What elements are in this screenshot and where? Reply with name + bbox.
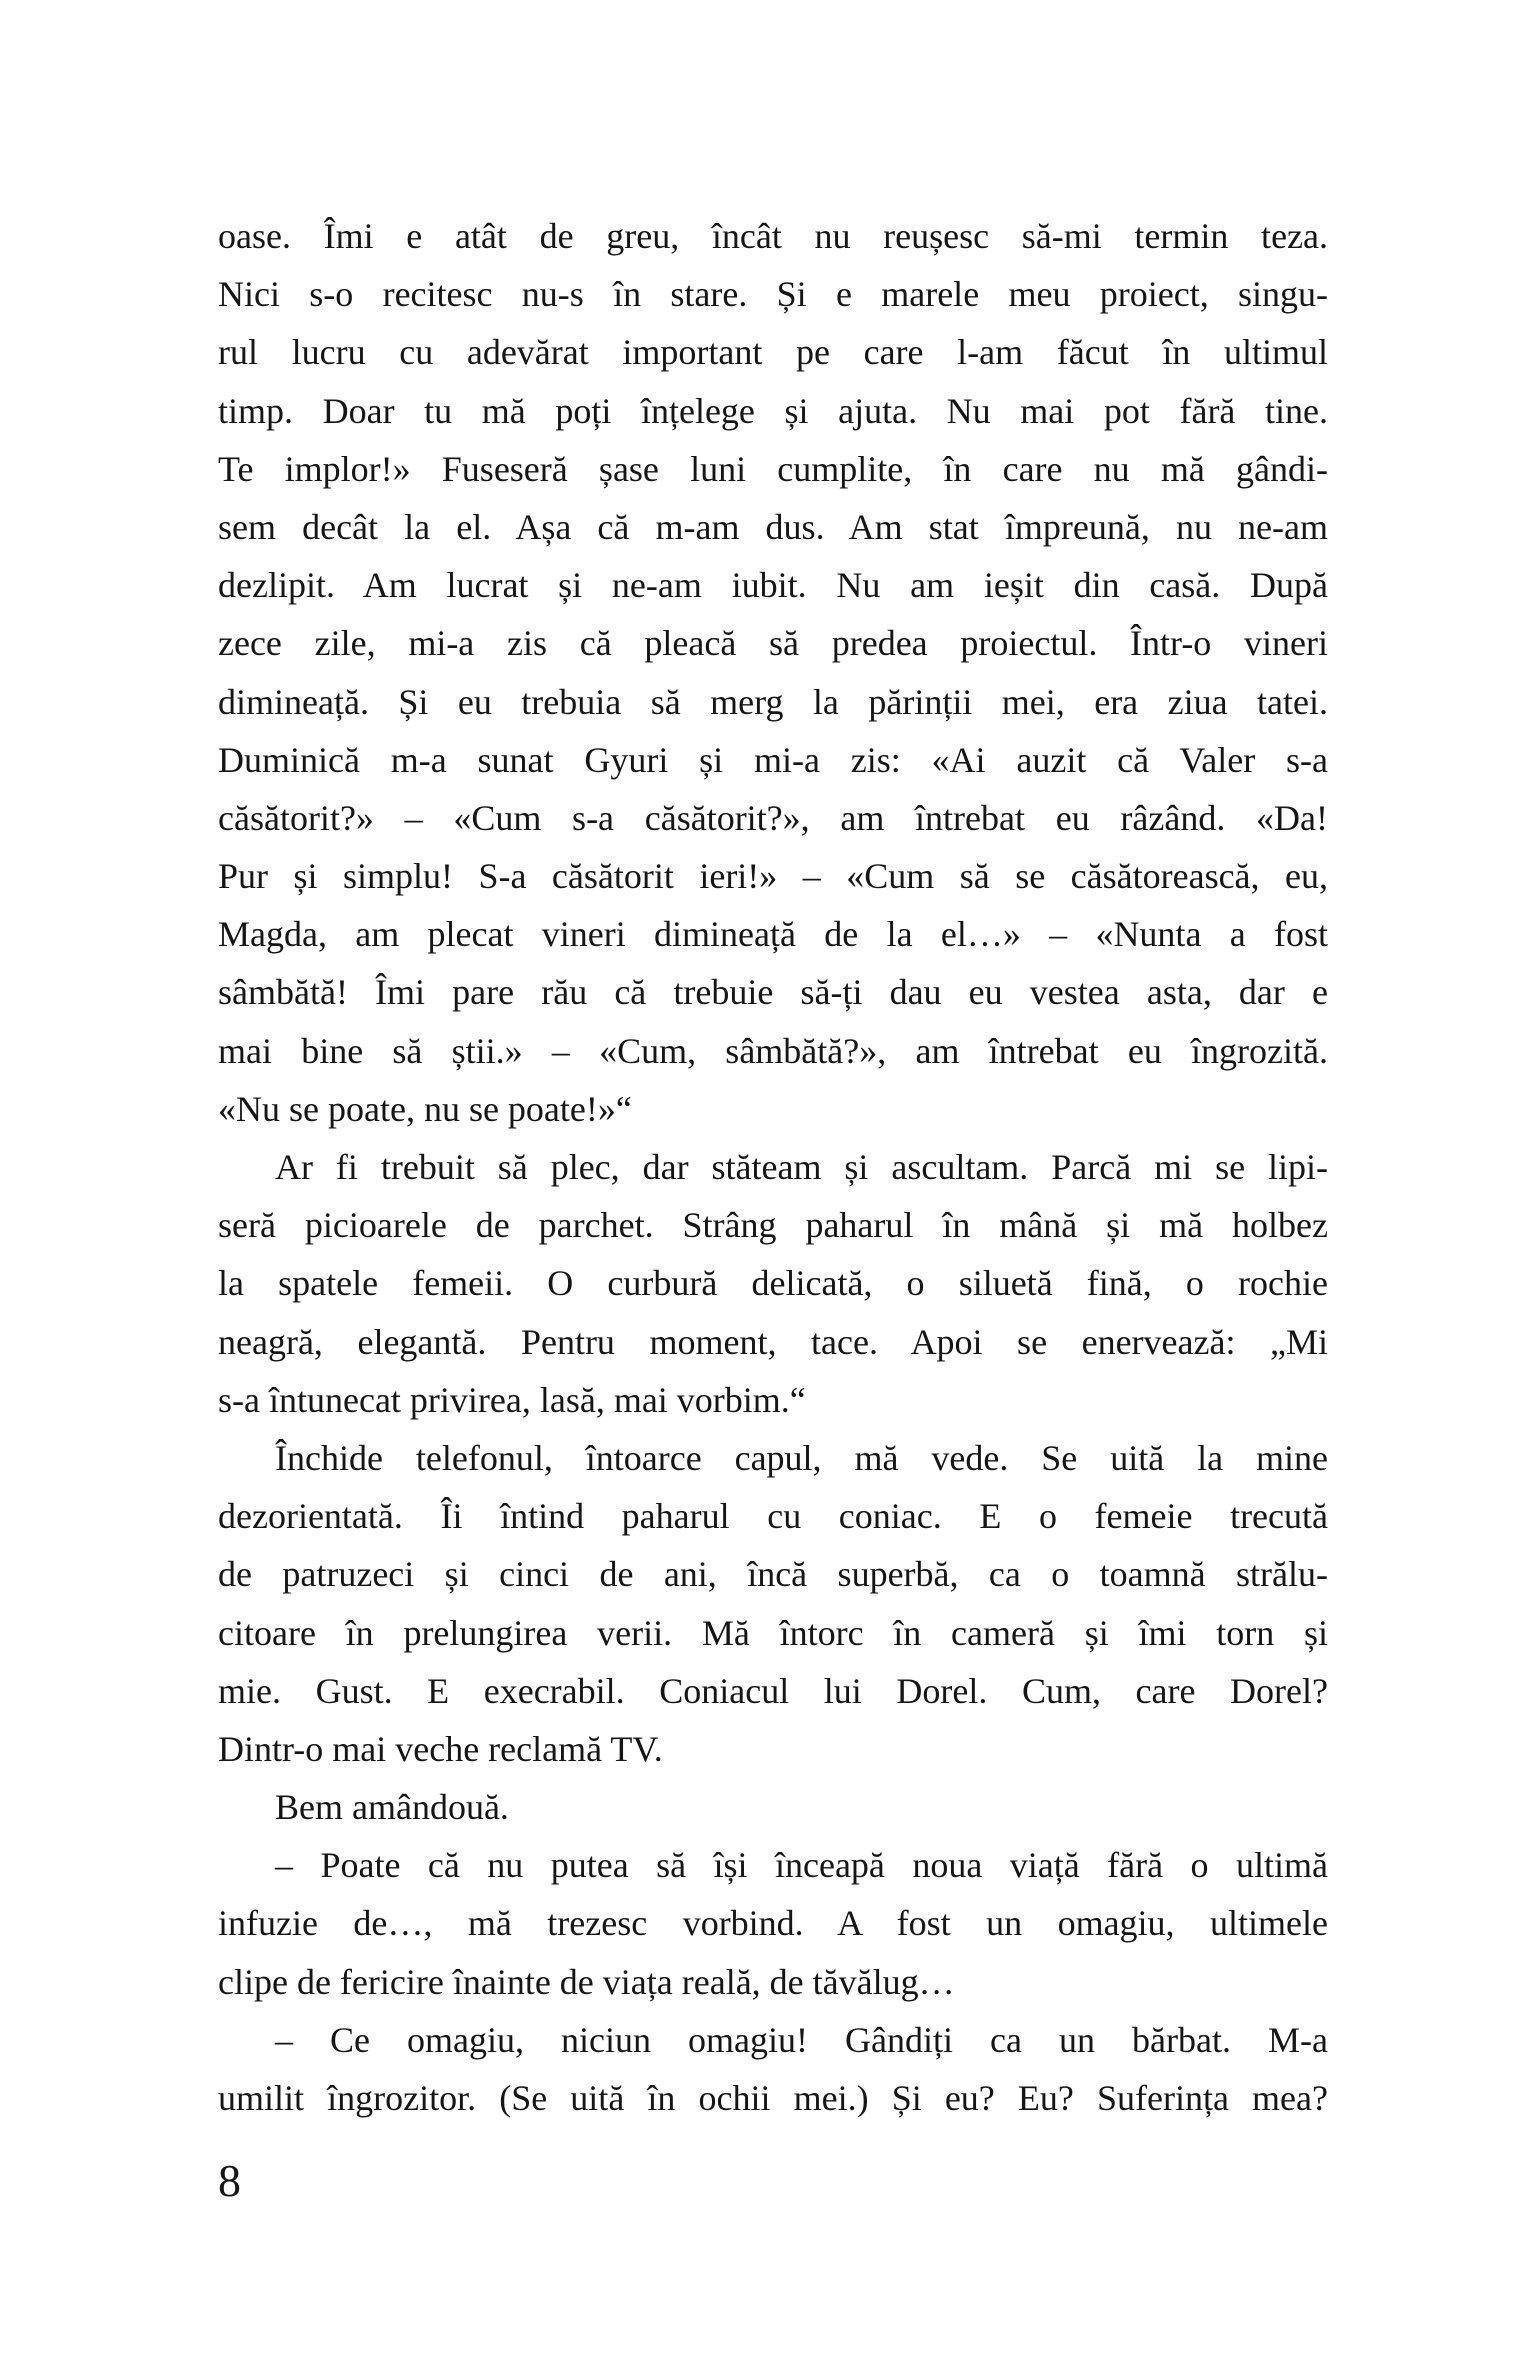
text-line: umilit îngrozitor. (Se uită în ochii mei.) Și eu? Eu? Suferința mea? (218, 2078, 1328, 2118)
text-line: clipe de fericire înainte de viața reală, de tăvălug… (218, 1961, 955, 2002)
text-line: Pur și simplu! S-a căsătorit ieri!» – «Cum să se căsătorească, eu, (218, 856, 1328, 897)
text-line: Magda, am plecat vineri dimineață de la el…» – «Nunta a fost (218, 914, 1328, 955)
page-text (218, 207, 1328, 2127)
text-line: – Poate că nu putea să își înceapă noua viață fără o ultimă (275, 1845, 1328, 1886)
text-line: rul lucru cu adevărat important pe care l-am făcut în ultimul (218, 332, 1328, 373)
text-line: citoare în prelungirea verii. Mă întorc în cameră și îmi torn și (218, 1612, 1328, 1653)
text-line: sem decât la el. Așa că m-am dus. Am stat împreună, nu ne-am (218, 506, 1328, 547)
text-line: de patruzeci și cinci de ani, încă superbă, ca o toamnă strălu- (218, 1554, 1328, 1595)
text-line: «Nu se poate, nu se poate!»“ (218, 1088, 632, 1129)
page-number: 8 (218, 2155, 241, 2206)
text-line: sâmbătă! Îmi pare rău că trebuie să-ți dau eu vestea asta, dar e (218, 972, 1328, 1013)
text-line: Duminică m-a sunat Gyuri și mi-a zis: «Ai auzit că Valer s-a (218, 739, 1328, 780)
text-line: neagră, elegantă. Pentru moment, tace. Apoi se enervează: „Mi (218, 1321, 1328, 1362)
text-line: la spatele femeii. O curbură delicată, o siluetă fină, o rochie (218, 1263, 1328, 1304)
text-line: Bem amândouă. (275, 1787, 509, 1828)
text-line: mie. Gust. E execrabil. Coniacul lui Dorel. Cum, care Dorel? (218, 1670, 1328, 1711)
text-line: Ar fi trebuit să plec, dar stăteam și ascultam. Parcă mi se lipi- (275, 1147, 1328, 1187)
text-line: căsătorit?» – «Cum s-a căsătorit?», am întrebat eu râzând. «Da! (218, 797, 1328, 838)
text-line: infuzie de…, mă trezesc vorbind. A fost un omagiu, ultimele (218, 1903, 1328, 1944)
text-line: dezorientată. Îi întind paharul cu coniac. E o femeie trecută (218, 1496, 1328, 1537)
text-line: s-a întunecat privirea, lasă, mai vorbim.“ (218, 1379, 806, 1420)
text-line: dezlipit. Am lucrat și ne-am iubit. Nu am ieșit din casă. După (218, 565, 1328, 606)
text-line: Te implor!» Fuseseră șase luni cumplite, în care nu mă gândi- (218, 448, 1328, 489)
text-line: dimineață. Și eu trebuia să merg la părinții mei, era ziua tatei. (218, 681, 1328, 722)
text-line: – Ce omagiu, niciun omagiu! Gândiți ca un bărbat. M-a (275, 2019, 1328, 2060)
text-line: oase. Îmi e atât de greu, încât nu reușesc să-mi termin teza. (218, 216, 1328, 256)
text-line: Dintr-o mai veche reclamă TV. (218, 1728, 663, 1769)
text-line: timp. Doar tu mă poți înțelege și ajuta. Nu mai pot fără tine. (218, 390, 1328, 431)
text-line: Nici s-o recitesc nu-s în stare. Și e marele meu proiect, singu- (218, 274, 1328, 315)
text-line: mai bine să știi.» – «Cum, sâmbătă?», am întrebat eu îngrozită. (218, 1030, 1328, 1071)
text-line: Închide telefonul, întoarce capul, mă vede. Se uită la mine (275, 1437, 1328, 1478)
text-line: seră picioarele de parchet. Strâng paharul în mână și mă holbez (218, 1205, 1328, 1246)
text-line: zece zile, mi-a zis că pleacă să predea proiectul. Într-o vineri (218, 623, 1328, 664)
